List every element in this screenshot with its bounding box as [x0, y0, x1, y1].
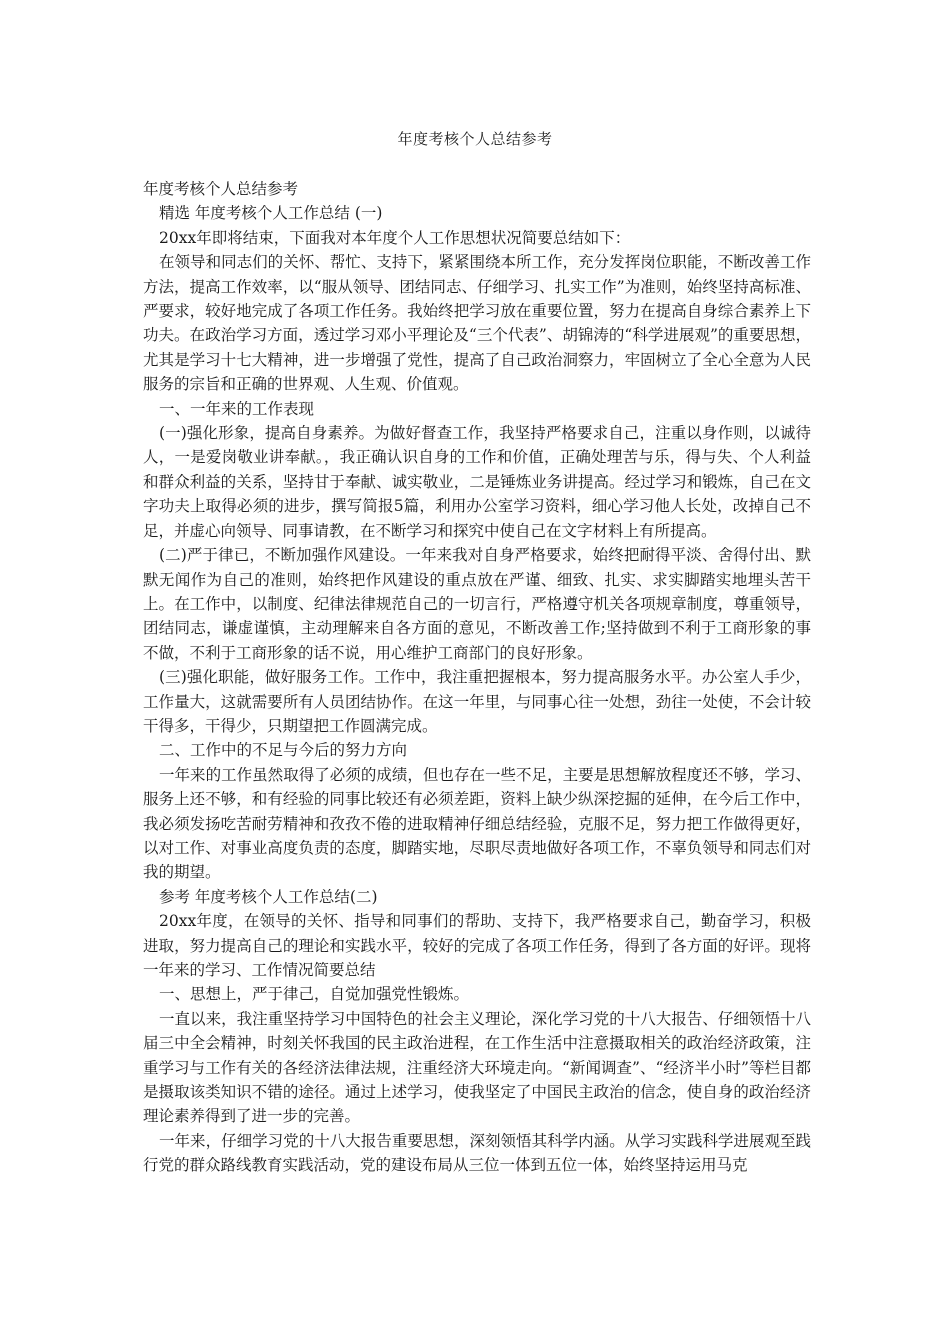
subheading: 二、工作中的不足与今后的努力方向	[159, 741, 408, 760]
paragraph: 在领导和同志们的关怀、帮忙、支持下，紧紧围绕本所工作，充分发挥岗位职能，不断改善工作方法，提高工作效率，以“服从领导、团结同志、仔细学习、扎实工作”为准则，始终坚持高标准、严要求，较好地完成了各项工作任务。我始终把学习放在重要位置，努力在提高自身综合素养上下功夫。在政治学习方面，透过学习邓小平理论及“三个代表”、胡锦涛的“科学进展观”的重要思想，尤其是学习十七大精神，进一步增强了党性，提高了自己政治洞察力，牢固树立了全心全意为人民服务的宗旨和正确的世界观、人生观、价值观。	[143, 253, 811, 394]
paragraph: (三)强化职能，做好服务工作。工作中，我注重把握根本，努力提高服务水平。办公室人手少，工作量大，这就需要所有人员团结协作。在这一年里，与同事心往一处想，劲往一处使，不会计较干得多，干得少，只期望把工作圆满完成。	[143, 668, 811, 735]
paragraph: 一年来，仔细学习党的十八大报告重要思想，深刻领悟其科学内涵。从学习实践科学进展观至践行党的群众路线教育实践活动，党的建设布局从三位一体到五位一体，始终坚持运用马克	[143, 1131, 811, 1175]
heading-line: 年度考核个人总结参考	[143, 180, 299, 198]
subheading: 一、一年来的工作表现	[159, 399, 315, 418]
section-title: 参考 年度考核个人工作总结(二)	[159, 887, 378, 906]
paragraph: 一年来的工作虽然取得了必须的成绩，但也存在一些不足，主要是思想解放程度还不够，学习、服务上还不够，和有经验的同事比较还有必须差距，资料上缺少纵深挖掘的延伸，在今后工作中，我必须发扬吃苦耐劳精神和孜孜不倦的进取精神仔细总结经验，克服不足，努力把工作做得更好，以对工作、对事业高度负责的态度，脚踏实地，尽职尽责地做好各项工作，不辜负领导和同志们对我的期望。	[143, 765, 811, 882]
paragraph: (一)强化形象，提高自身素养。为做好督查工作，我坚持严格要求自己，注重以身作则，以诚待人，一是爱岗敬业讲奉献。，我正确认识自身的工作和价值，正确处理苦与乐，得与失、个人利益和群众利益的关系，坚持甘于奉献、诚实敬业，二是锤炼业务讲提高。经过学习和锻炼，自己在文字功夫上取得必须的进步，撰写简报5篇，利用办公室学习资料，细心学习他人长处，改掉自己不足，并虚心向领导、同事请教，在不断学习和探究中使自己在文字材料上有所提高。	[143, 424, 811, 540]
section-title: 精选 年度考核个人工作总结 (一)	[159, 204, 383, 223]
paragraph: 20xx年度，在领导的关怀、指导和同事们的帮助、支持下，我严格要求自己，勤奋学习，积极进取，努力提高自己的理论和实践水平，较好的完成了各项工作任务，得到了各方面的好评。现将一年来的学习、工作情况简要总结	[143, 912, 811, 979]
paragraph: (二)严于律已，不断加强作风建设。一年来我对自身严格要求，始终把耐得平淡、舍得付出、默默无闻作为自己的准则，始终把作风建设的重点放在严谨、细致、扎实、求实脚踏实地埋头苦干上。在工作中，以制度、纪律法律规范自己的一切言行，严格遵守机关各项规章制度，尊重领导，团结同志，谦虚谨慎，主动理解来自各方面的意见，不断改善工作;坚持做到不利于工商形象的事不做，不利于工商形象的话不说，用心维护工商部门的良好形象。	[143, 546, 811, 662]
document-title: 年度考核个人总结参考	[397, 130, 553, 148]
document-body	[143, 177, 811, 1178]
paragraph: 20xx年即将结束，下面我对本年度个人工作思想状况简要总结如下：	[159, 228, 631, 247]
subheading: 一、思想上，严于律己，自觉加强党性锻炼。	[159, 985, 470, 1004]
paragraph: 一直以来，我注重坚持学习中国特色的社会主义理论，深化学习党的十八大报告、仔细领悟十八届三中全会精神，时刻关怀我国的民主政治进程，在工作生活中注意摄取相关的政治经济政策，注重学习与工作有关的各经济法律法规，注重经济大环境走向。“新闻调查”、“经济半小时”等栏目都是摄取该类知识不错的途径。通过上述学习，使我坚定了中国民主政治的信念，使自身的政治经济理论素养得到了进一步的完善。	[143, 1009, 811, 1126]
